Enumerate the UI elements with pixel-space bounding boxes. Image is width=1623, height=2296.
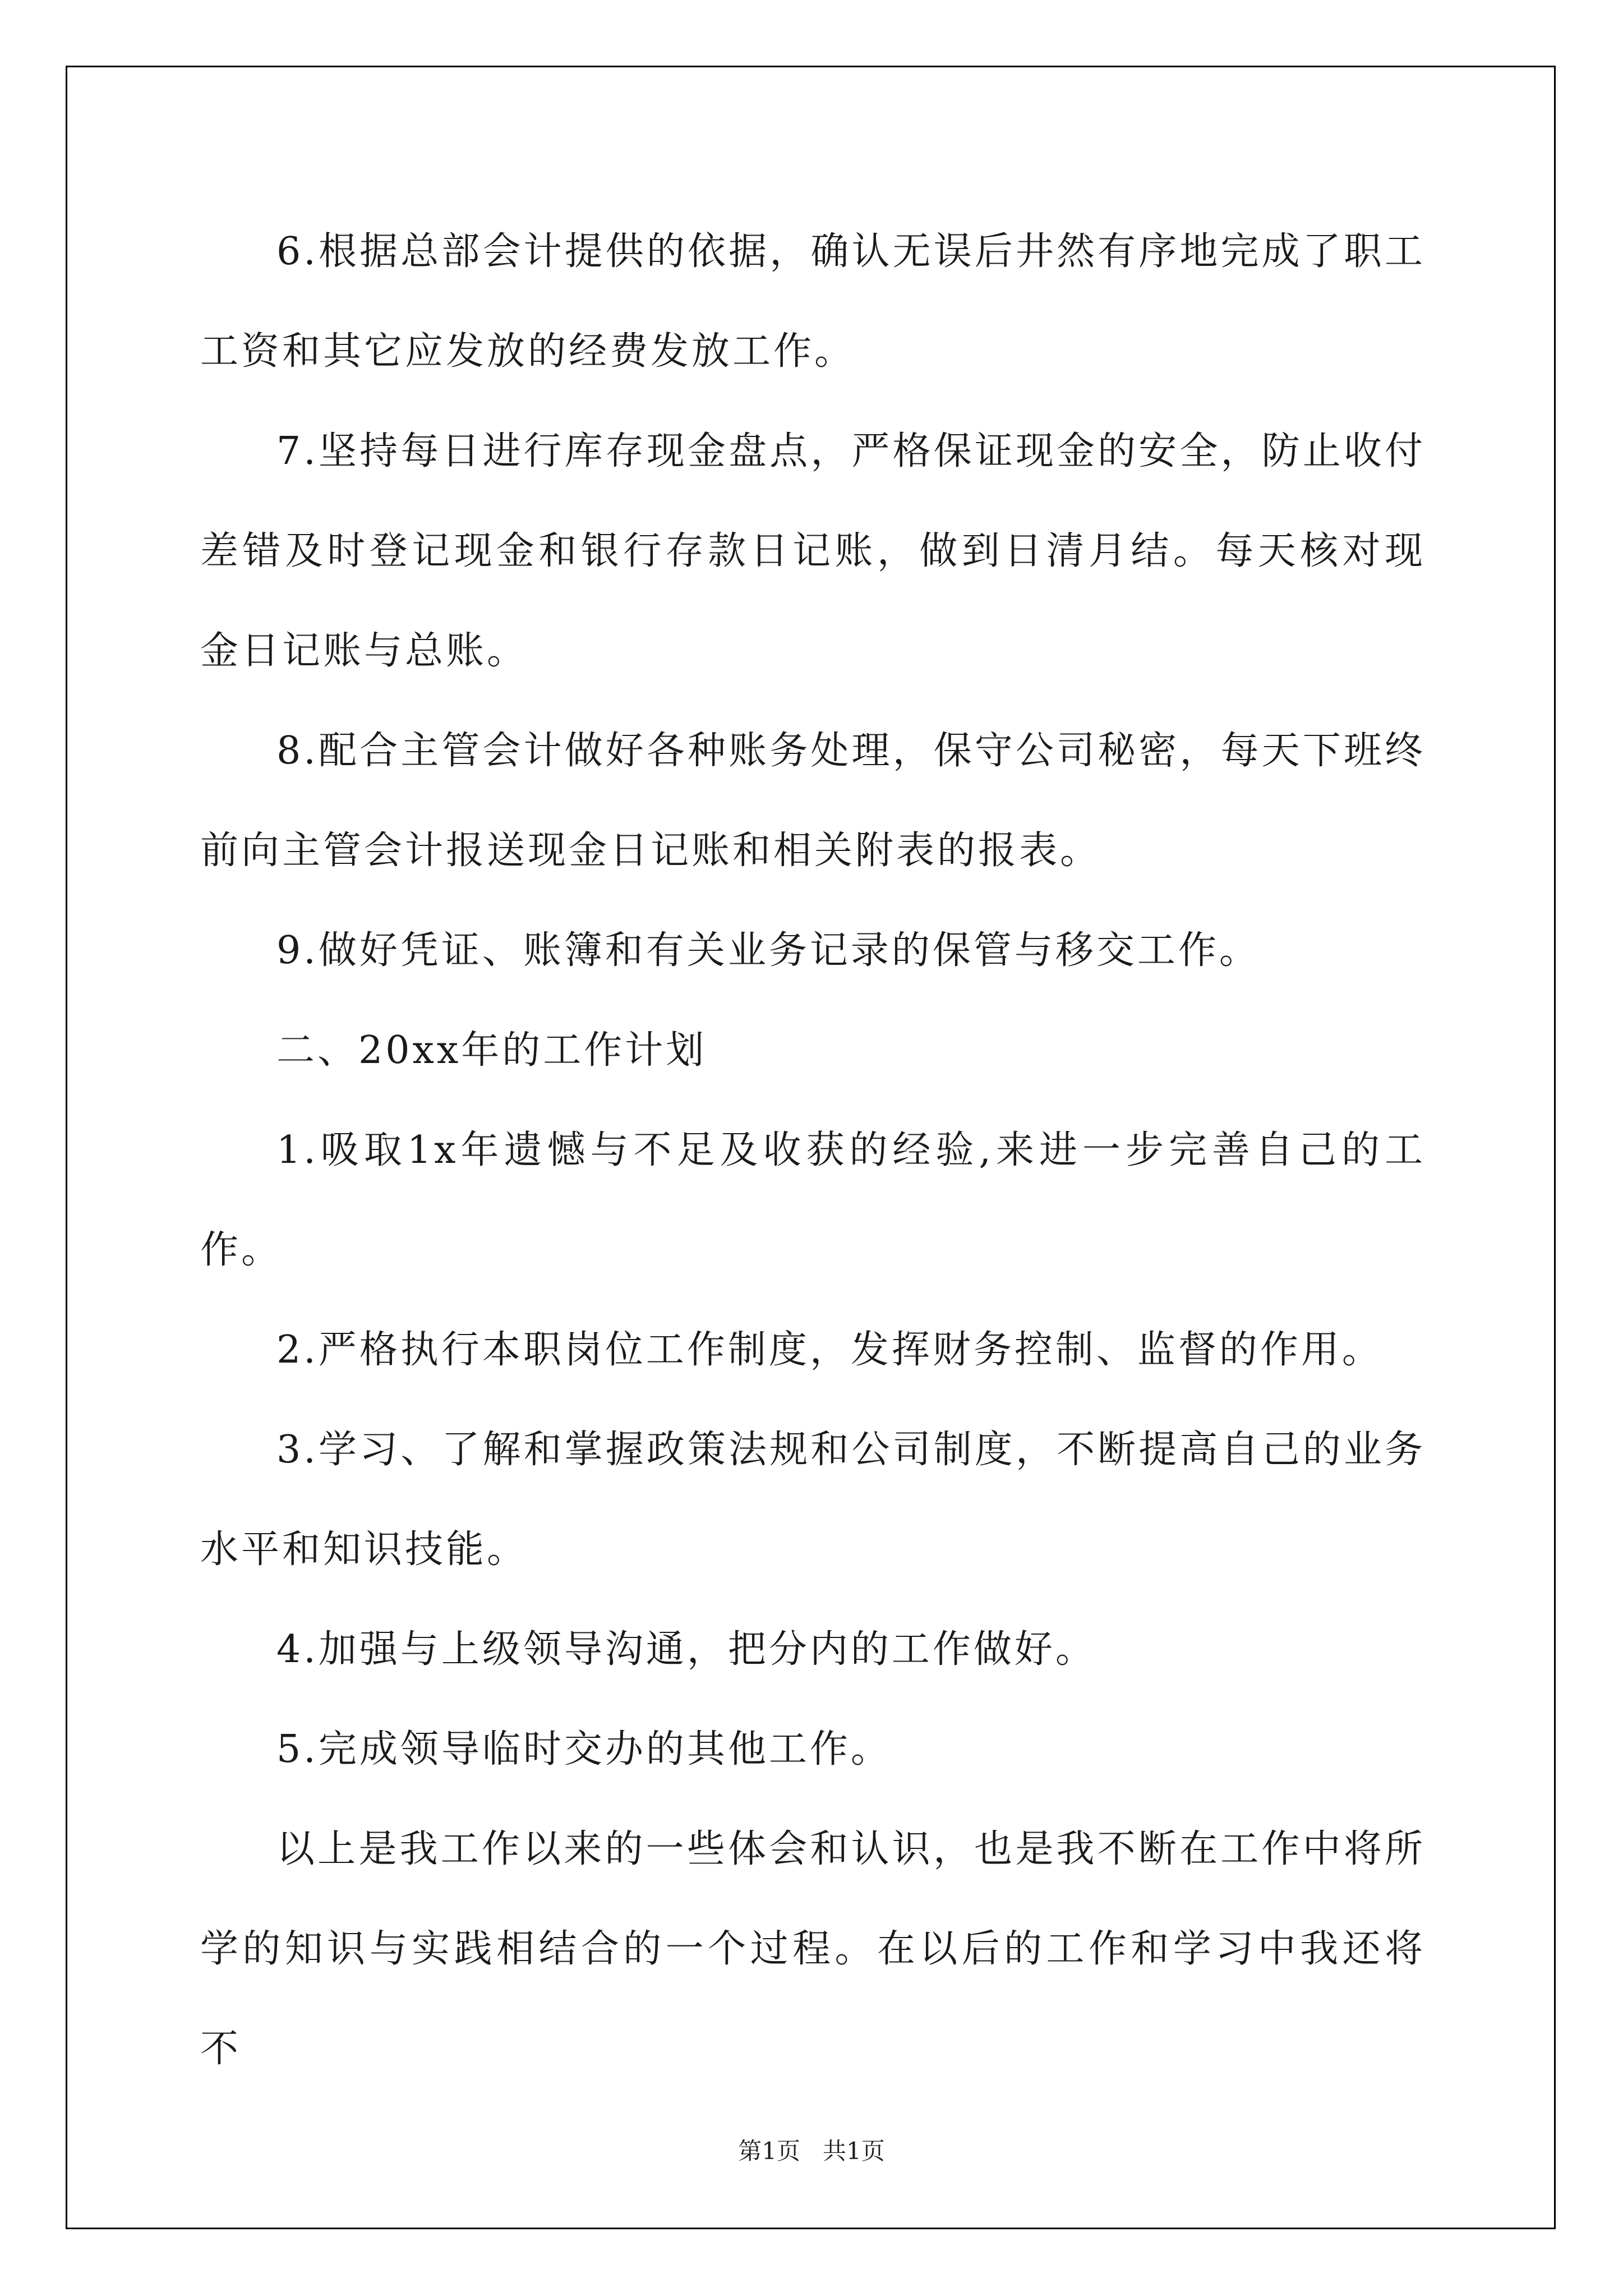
paragraph-item-7: 7.坚持每日进行库存现金盘点，严格保证现金的安全，防止收付差错及时登记现金和银行存款日记账，做到日清月结。每天核对现金日记账与总账。 (200, 429, 1426, 673)
page-number-current: 第1页 (738, 2137, 800, 2165)
document-body (200, 202, 1426, 2099)
plan-item-5: 5.完成领导临时交办的其他工作。 (276, 1727, 892, 1772)
section-heading-plan: 二、20xx年的工作计划 (276, 1028, 707, 1073)
plan-item-2: 2.严格执行本职岗位工作制度，发挥财务控制、监督的作用。 (276, 1328, 1383, 1372)
page-number-total: 共1页 (823, 2137, 885, 2165)
plan-item-4: 4.加强与上级领导沟通，把分内的工作做好。 (276, 1627, 1096, 1672)
paragraph-item-8: 8.配合主管会计做好各种账务处理，保守公司秘密，每天下班终前向主管会计报送现金日记账和相关附表的报表。 (200, 729, 1426, 873)
page-footer (0, 2134, 1623, 2168)
closing-paragraph: 以上是我工作以来的一些体会和认识，也是我不断在工作中将所学的知识与实践相结合的一个过程。在以后的工作和学习中我还将不 (200, 1827, 1426, 2071)
plan-item-1: 1.吸取1x年遗憾与不足及收获的经验,来进一步完善自己的工作。 (200, 1128, 1426, 1272)
paragraph-item-6: 6.根据总部会计提供的依据，确认无误后井然有序地完成了职工工资和其它应发放的经费发放工作。 (200, 229, 1426, 374)
plan-item-3: 3.学习、了解和掌握政策法规和公司制度，不断提高自己的业务水平和知识技能。 (200, 1428, 1426, 1572)
paragraph-item-9: 9.做好凭证、账簿和有关业务记录的保管与移交工作。 (276, 928, 1260, 973)
